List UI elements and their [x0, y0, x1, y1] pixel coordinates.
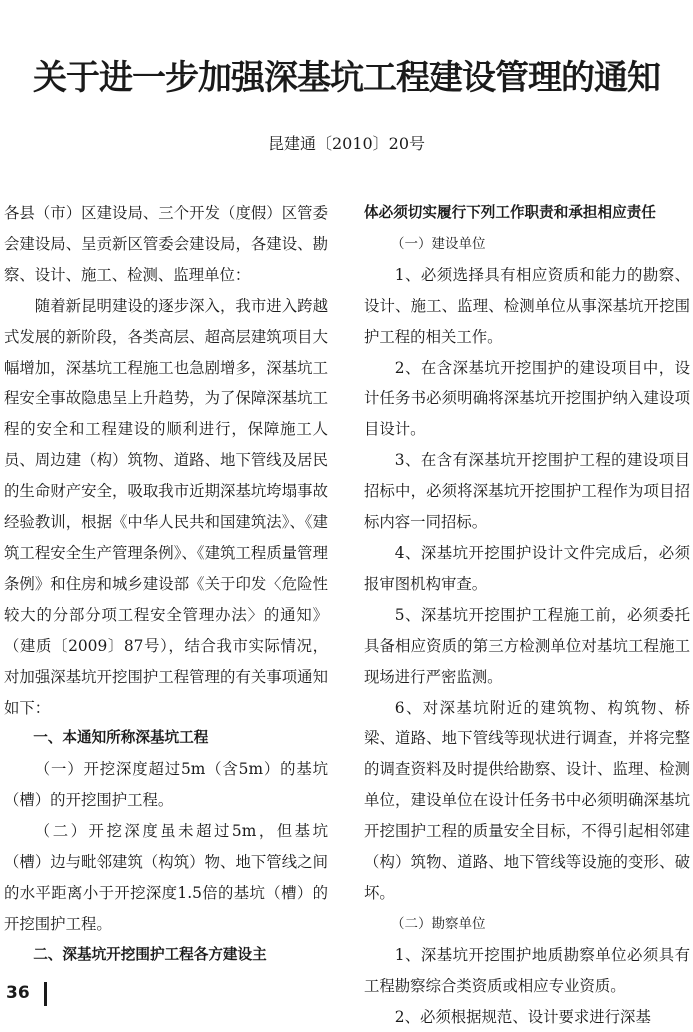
page-title: 关于进一步加强深基坑工程建设管理的通知 — [33, 58, 660, 98]
subheading-survey-unit: （二）勘察单位 — [391, 915, 486, 932]
section-heading-2: 二、深基坑开挖围护工程各方建设主 — [33, 945, 267, 963]
clause-2-1-4: 4、深基坑开挖围护设计文件完成后，必须报审图机构审查。 — [364, 543, 690, 593]
salutation: 各县（市）区建设局、三个开发（度假）区管委会建设局、呈贡新区管委会建设局，各建设、勘察、设计、施工、检测、监理单位： — [4, 204, 328, 284]
page-number: 36 — [6, 983, 30, 1003]
document-number: 昆建通〔2010〕20号 — [267, 134, 426, 153]
clause-1-2: （二）开挖深度虽未超过5m，但基坑（槽）边与毗邻建筑（构筑）物、地下管线之间的水平距离小于开挖深度1.5倍的基坑（槽）的开挖围护工程。 — [4, 822, 328, 933]
clause-2-1-1: 1、必须选择具有相应资质和能力的勘察、设计、施工、监理、检测单位从事深基坑开挖围护工程的相关工作。 — [364, 265, 690, 346]
clause-2-1-5: 5、深基坑开挖围护工程施工前，必须委托具备相应资质的第三方检测单位对基坑工程施工现场进行严密监测。 — [364, 605, 690, 686]
subheading-construction-unit: （一）建设单位 — [391, 235, 486, 252]
clause-2-2-1: 1、深基坑开挖围护地质勘察单位必须具有工程勘察综合类资质或相应专业资质。 — [364, 945, 690, 995]
right-column — [364, 198, 690, 1032]
section-heading-1: 一、本通知所称深基坑工程 — [33, 729, 209, 747]
left-column — [4, 198, 328, 971]
clause-2-1-6: 6、对深基坑附近的建筑物、构筑物、桥梁、道路、地下管线等现状进行调查，并将完整的调查资料及时提供给勘察、设计、监理、检测单位，建设单位在设计任务书中必须明确深基坑开挖围护工程的质量安全目标，不得引起相邻建（构）筑物、道路、地下管线等设施的变形、破坏。 — [364, 698, 690, 902]
clause-2-2-2: 2、必须根据规范、设计要求进行深基 — [394, 1007, 651, 1026]
clause-2-1-2: 2、在含深基坑开挖围护的建设项目中，设计任务书必须明确将深基坑开挖围护纳入建设项目设计。 — [364, 358, 690, 439]
clause-2-1-3: 3、在含有深基坑开挖围护工程的建设项目招标中，必须将深基坑开挖围护工程作为项目招标内容一同招标。 — [364, 451, 690, 532]
intro-paragraph: 随着新昆明建设的逐步深入，我市进入跨越式发展的新阶段，各类高层、超高层建筑项目大幅增加，深基坑工程施工也急剧增多，深基坑工程安全事故隐患呈上升趋势，为了保障深基坑工程的安全和工程建设的顺利进行，保障施工人员、周边建（构）筑物、道路、地下管线及居民的生命财产安全，吸取我市近期深基坑垮塌事故经验教训，根据《中华人民共和国建筑法》、《建筑工程安全生产管理条例》、《建筑工程质量管理条例》和住房和城乡建设部《关于印发〈危险性较大的分部分项工程安全管理办法〉的通知》（建质〔2009〕87号），结合我市实际情况，对加强深基坑开挖围护工程管理的有关事项通知如下： — [4, 296, 328, 717]
clause-1-1: （一）开挖深度超过5m（含5m）的基坑（槽）的开挖围护工程。 — [4, 760, 328, 810]
section-heading-2-cont: 体必须切实履行下列工作职责和承担相应责任 — [364, 204, 656, 221]
page-number-divider — [44, 982, 47, 1006]
